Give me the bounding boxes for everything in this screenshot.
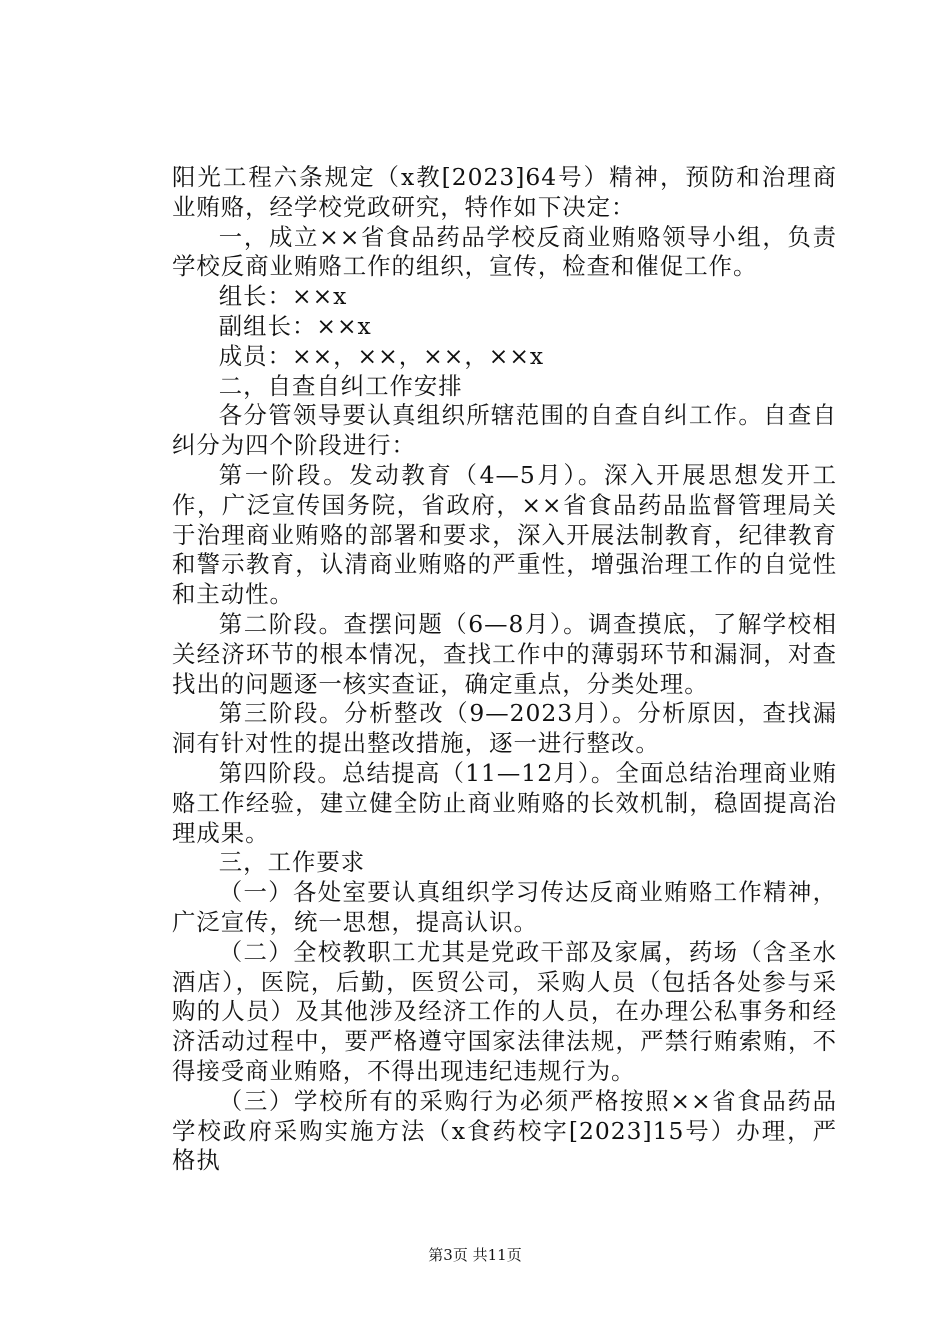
paragraph-stage-three: 第三阶段。分析整改（9—2023月）。分析原因，查找漏洞有针对性的提出整改措施，逐一进行整改。 xyxy=(172,699,837,758)
paragraph-leader: 组长：××x xyxy=(218,282,348,311)
paragraph-continuation: 阳光工程六条规定（x教[2023]64号）精神，预防和治理商业贿赂，经学校党政研究，特作如下决定： xyxy=(172,163,837,221)
paragraph-requirement-two: （二）全校教职工尤其是党政干部及家属，药场（含圣水酒店），医院，后勤，医贸公司，采购人员（包括各处参与采购的人员）及其他涉及经济工作的人员，在办理公私事务和经济活动过程中，要严格遵守国家法律法规，严禁行贿索贿，不得接受商业贿赂，不得出现违纪违规行为。 xyxy=(172,937,837,1085)
paragraph-requirement-three: （三）学校所有的采购行为必须严格按照××省食品药品学校政府采购实施方法（x食药校字[2023]15号）办理，严格执 xyxy=(172,1086,837,1175)
paragraph-self-check: 各分管领导要认真组织所辖范围的自查自纠工作。自查自纠分为四个阶段进行： xyxy=(172,401,837,460)
heading-section-two: 二，自查自纠工作安排 xyxy=(218,371,463,400)
paragraph-stage-one: 第一阶段。发动教育（4—5月）。深入开展思想发开工作，广泛宣传国务院，省政府，××省食品药品监督管理局关于治理商业贿赂的部署和要求，深入开展法制教育，纪律教育和警示教育，认清商业贿赂的严重性，增强治理工作的自觉性和主动性。 xyxy=(172,460,837,609)
paragraph-stage-two: 第二阶段。查摆问题（6—8月）。调查摸底，了解学校相关经济环节的根本情况，查找工作中的薄弱环节和漏洞，对查找出的问题逐一核实查证，确定重点，分类处理。 xyxy=(172,609,837,698)
paragraph-requirement-one: （一）各处室要认真组织学习传达反商业贿赂工作精神，广泛宣传，统一思想，提高认识。 xyxy=(172,878,837,936)
paragraph-members: 成员：××，××，××，××x xyxy=(218,341,545,370)
paragraph-stage-four: 第四阶段。总结提高（11—12月）。全面总结治理商业贿赂工作经验，建立健全防止商业贿赂的长效机制，稳固提高治理成果。 xyxy=(172,758,837,847)
heading-section-three: 三，工作要求 xyxy=(218,848,366,877)
paragraph-section-one: 一，成立××省食品药品学校反商业贿赂领导小组，负责学校反商业贿赂工作的组织，宣传，检查和催促工作。 xyxy=(172,222,837,281)
document-body xyxy=(172,163,837,1176)
page-number-footer: 第3页 共11页 xyxy=(428,1246,522,1264)
paragraph-deputy-leader: 副组长：××x xyxy=(218,311,372,340)
